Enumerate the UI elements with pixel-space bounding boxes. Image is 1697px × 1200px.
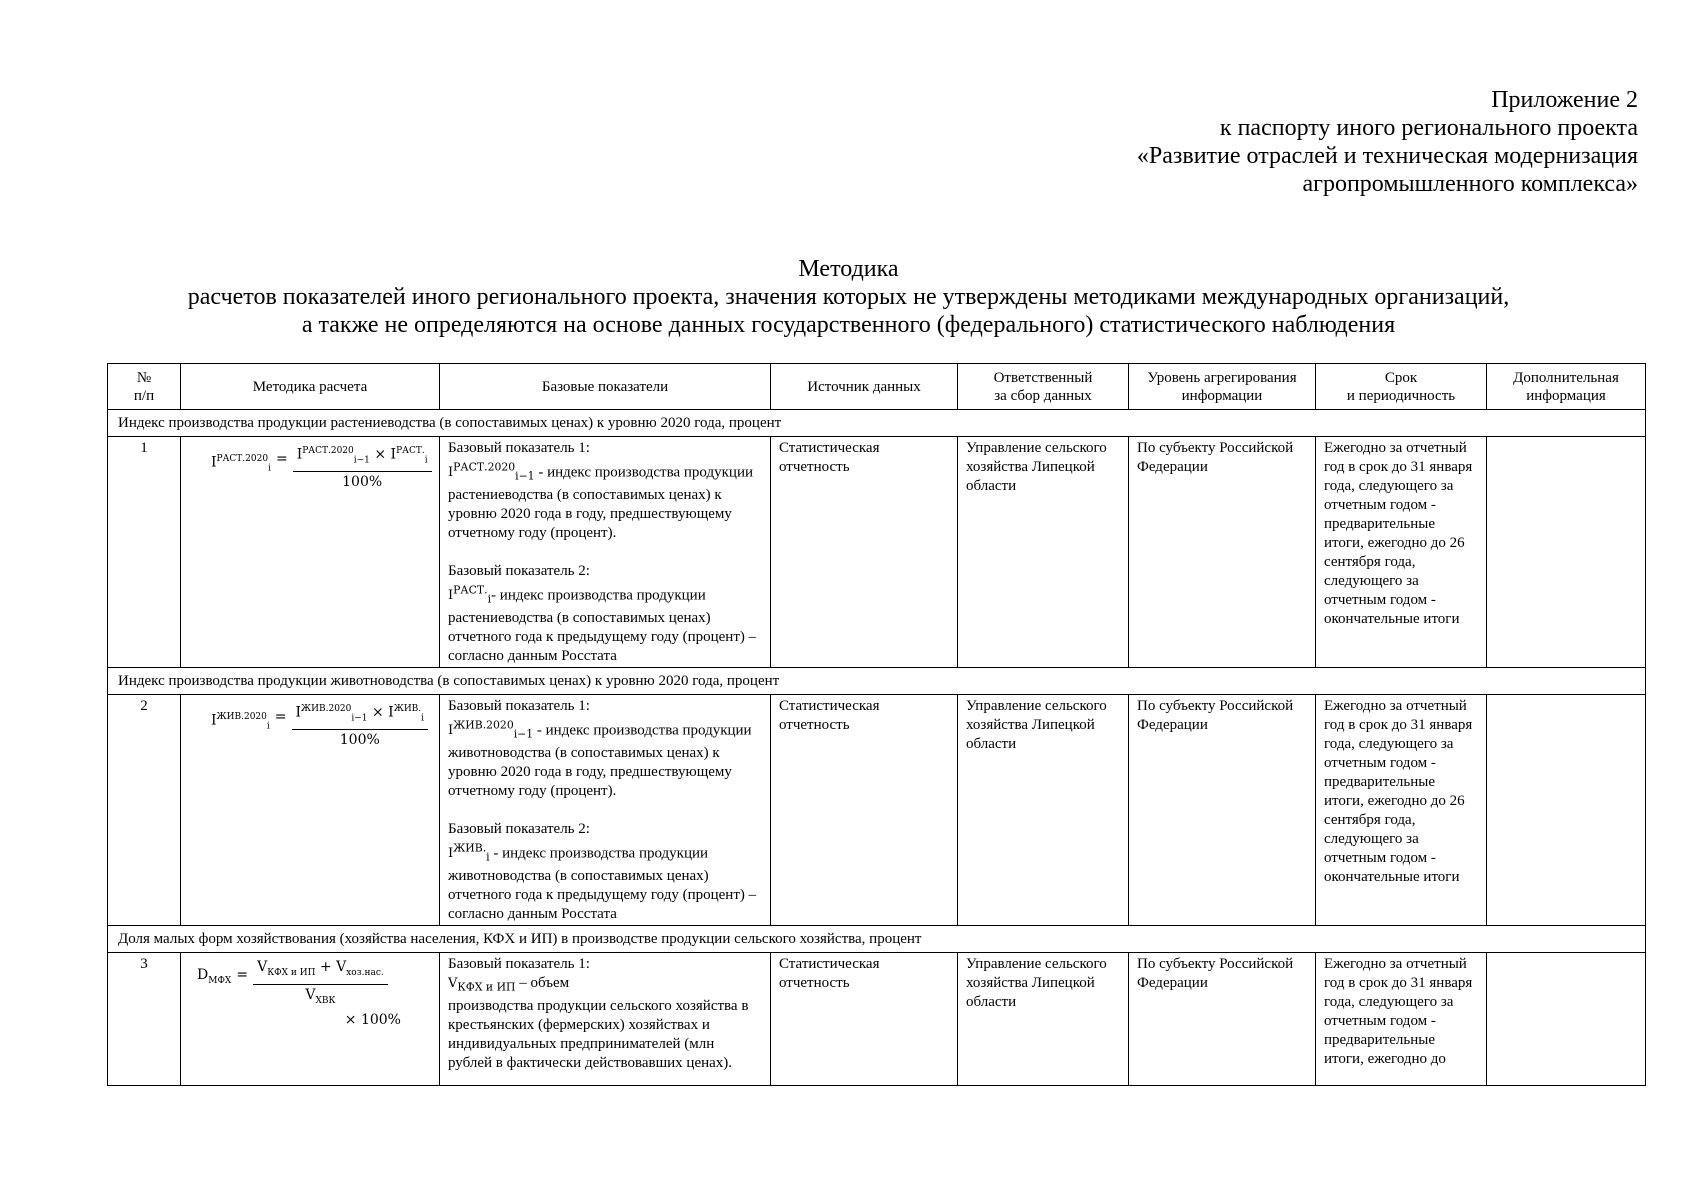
extra-info (1487, 437, 1646, 668)
base-indicators-cell: Базовый показатель 1: $V_{КФХ и ИП}$ – объем производства продукции сельского хозяйства в крестьянских (фермерских) хозяйствах и индивидуальных предпринимателей (млн рублей в фактически действовавших ценах). (440, 953, 771, 1086)
section-row (108, 926, 1646, 953)
formula-percent: × 100% (344, 1011, 401, 1028)
header-extra: Дополнительная информация (1487, 364, 1646, 410)
appendix-line: «Развитие отраслей и техническая модернизация (1136, 143, 1638, 169)
table-row (108, 437, 1646, 668)
row-number: 1 (108, 437, 181, 668)
appendix-line: Приложение 2 (1491, 87, 1638, 113)
row-number: 2 (108, 695, 181, 926)
table-header-row (108, 364, 1646, 410)
appendix-header (938, 86, 1638, 198)
title-line: Методика (798, 256, 899, 282)
document-title (0, 255, 1697, 339)
section-row (108, 668, 1646, 695)
formula: $I^{РАСТ.2020}_i$ = $\frac{I^{РАСТ.2020}_{i-1} \times I^{РАСТ.}_i}{100\%}$ (189, 439, 431, 492)
extra-info (1487, 695, 1646, 926)
row-number: 3 (108, 953, 181, 1086)
table-row (108, 953, 1646, 1086)
term-periodicity: Ежегодно за отчетный год в срок до 31 января года, следующего за отчетным годом - предварительные итоги, ежегодно до (1316, 953, 1487, 1086)
section-title: Доля малых форм хозяйствования (хозяйства населения, КФХ и ИП) в производстве продукции сельского хозяйства, процент (108, 926, 1646, 953)
responsible: Управление сельского хозяйства Липецкой области (958, 695, 1129, 926)
formula-cell (181, 695, 440, 926)
section-title: Индекс производства продукции растениеводства (в сопоставимых ценах) к уровню 2020 года, процент (108, 410, 1646, 437)
section-title: Индекс производства продукции животноводства (в сопоставимых ценах) к уровню 2020 года, процент (108, 668, 1646, 695)
section-row (108, 410, 1646, 437)
header-term: Срок и периодичность (1316, 364, 1487, 410)
header-num: № п/п (108, 364, 181, 410)
header-base: Базовые показатели (440, 364, 771, 410)
methodology-table (107, 363, 1646, 1086)
formula: $D_{МФХ}$ = $\frac{V_{КФХ и ИП} + V_{хоз.нас.}}{V_{ХВК}}$ (189, 955, 431, 1011)
data-source: Статистическая отчетность (771, 695, 958, 926)
header-source: Источник данных (771, 364, 958, 410)
base-indicators-cell: Базовый показатель 1: $I^{ЖИВ.2020}_{i-1}$ - индекс производства продукции животноводства (в сопоставимых ценах) к уровню 2020 года в году, предшествующему отчетному году (процент). Базовый показатель 2: $I^{ЖИВ.}_i$ - индекс производства продукции животноводства (в сопоставимых ценах) отчетного года к предыдущему году (процент) – согласно данным Росстата (440, 695, 771, 926)
formula-cell (181, 437, 440, 668)
formula-cell (181, 953, 440, 1086)
title-line: а также не определяются на основе данных государственного (федерального) статистического наблюдения (301, 312, 1396, 338)
term-periodicity: Ежегодно за отчетный год в срок до 31 января года, следующего за отчетным годом - предварительные итоги, ежегодно до 26 сентября года, следующего за отчетным годом - окончательные итоги (1316, 437, 1487, 668)
aggregation-level: По субъекту Российской Федерации (1129, 953, 1316, 1086)
header-method: Методика расчета (181, 364, 440, 410)
table-row (108, 695, 1646, 926)
extra-info (1487, 953, 1646, 1086)
aggregation-level: По субъекту Российской Федерации (1129, 437, 1316, 668)
aggregation-level: По субъекту Российской Федерации (1129, 695, 1316, 926)
data-source: Статистическая отчетность (771, 437, 958, 668)
header-responsible: Ответственный за сбор данных (958, 364, 1129, 410)
appendix-line: агропромышленного комплекса» (1302, 171, 1638, 197)
formula: $I^{ЖИВ.2020}_i$ = $\frac{I^{ЖИВ.2020}_{i-1} \times I^{ЖИВ.}_i}{100\%}$ (189, 697, 431, 750)
base-indicators-cell: Базовый показатель 1: $I^{РАСТ.2020}_{i-1}$ - индекс производства продукции растениеводства (в сопоставимых ценах) к уровню 2020 года в году, предшествующему отчетному году (процент). Базовый показатель 2: $I^{РАСТ.}_i-$ индекс производства продукции растениеводства (в сопоставимых ценах) отчетного года к предыдущему году (процент) – согласно данным Росстата (440, 437, 771, 668)
responsible: Управление сельского хозяйства Липецкой области (958, 953, 1129, 1086)
title-line: расчетов показателей иного регионального проекта, значения которых не утверждены методиками международных организаций, (187, 284, 1510, 310)
appendix-line: к паспорту иного регионального проекта (1219, 115, 1638, 141)
responsible: Управление сельского хозяйства Липецкой области (958, 437, 1129, 668)
header-level: Уровень агрегирования информации (1129, 364, 1316, 410)
term-periodicity: Ежегодно за отчетный год в срок до 31 января года, следующего за отчетным годом - предварительные итоги, ежегодно до 26 сентября года, следующего за отчетным годом - окончательные итоги (1316, 695, 1487, 926)
data-source: Статистическая отчетность (771, 953, 958, 1086)
